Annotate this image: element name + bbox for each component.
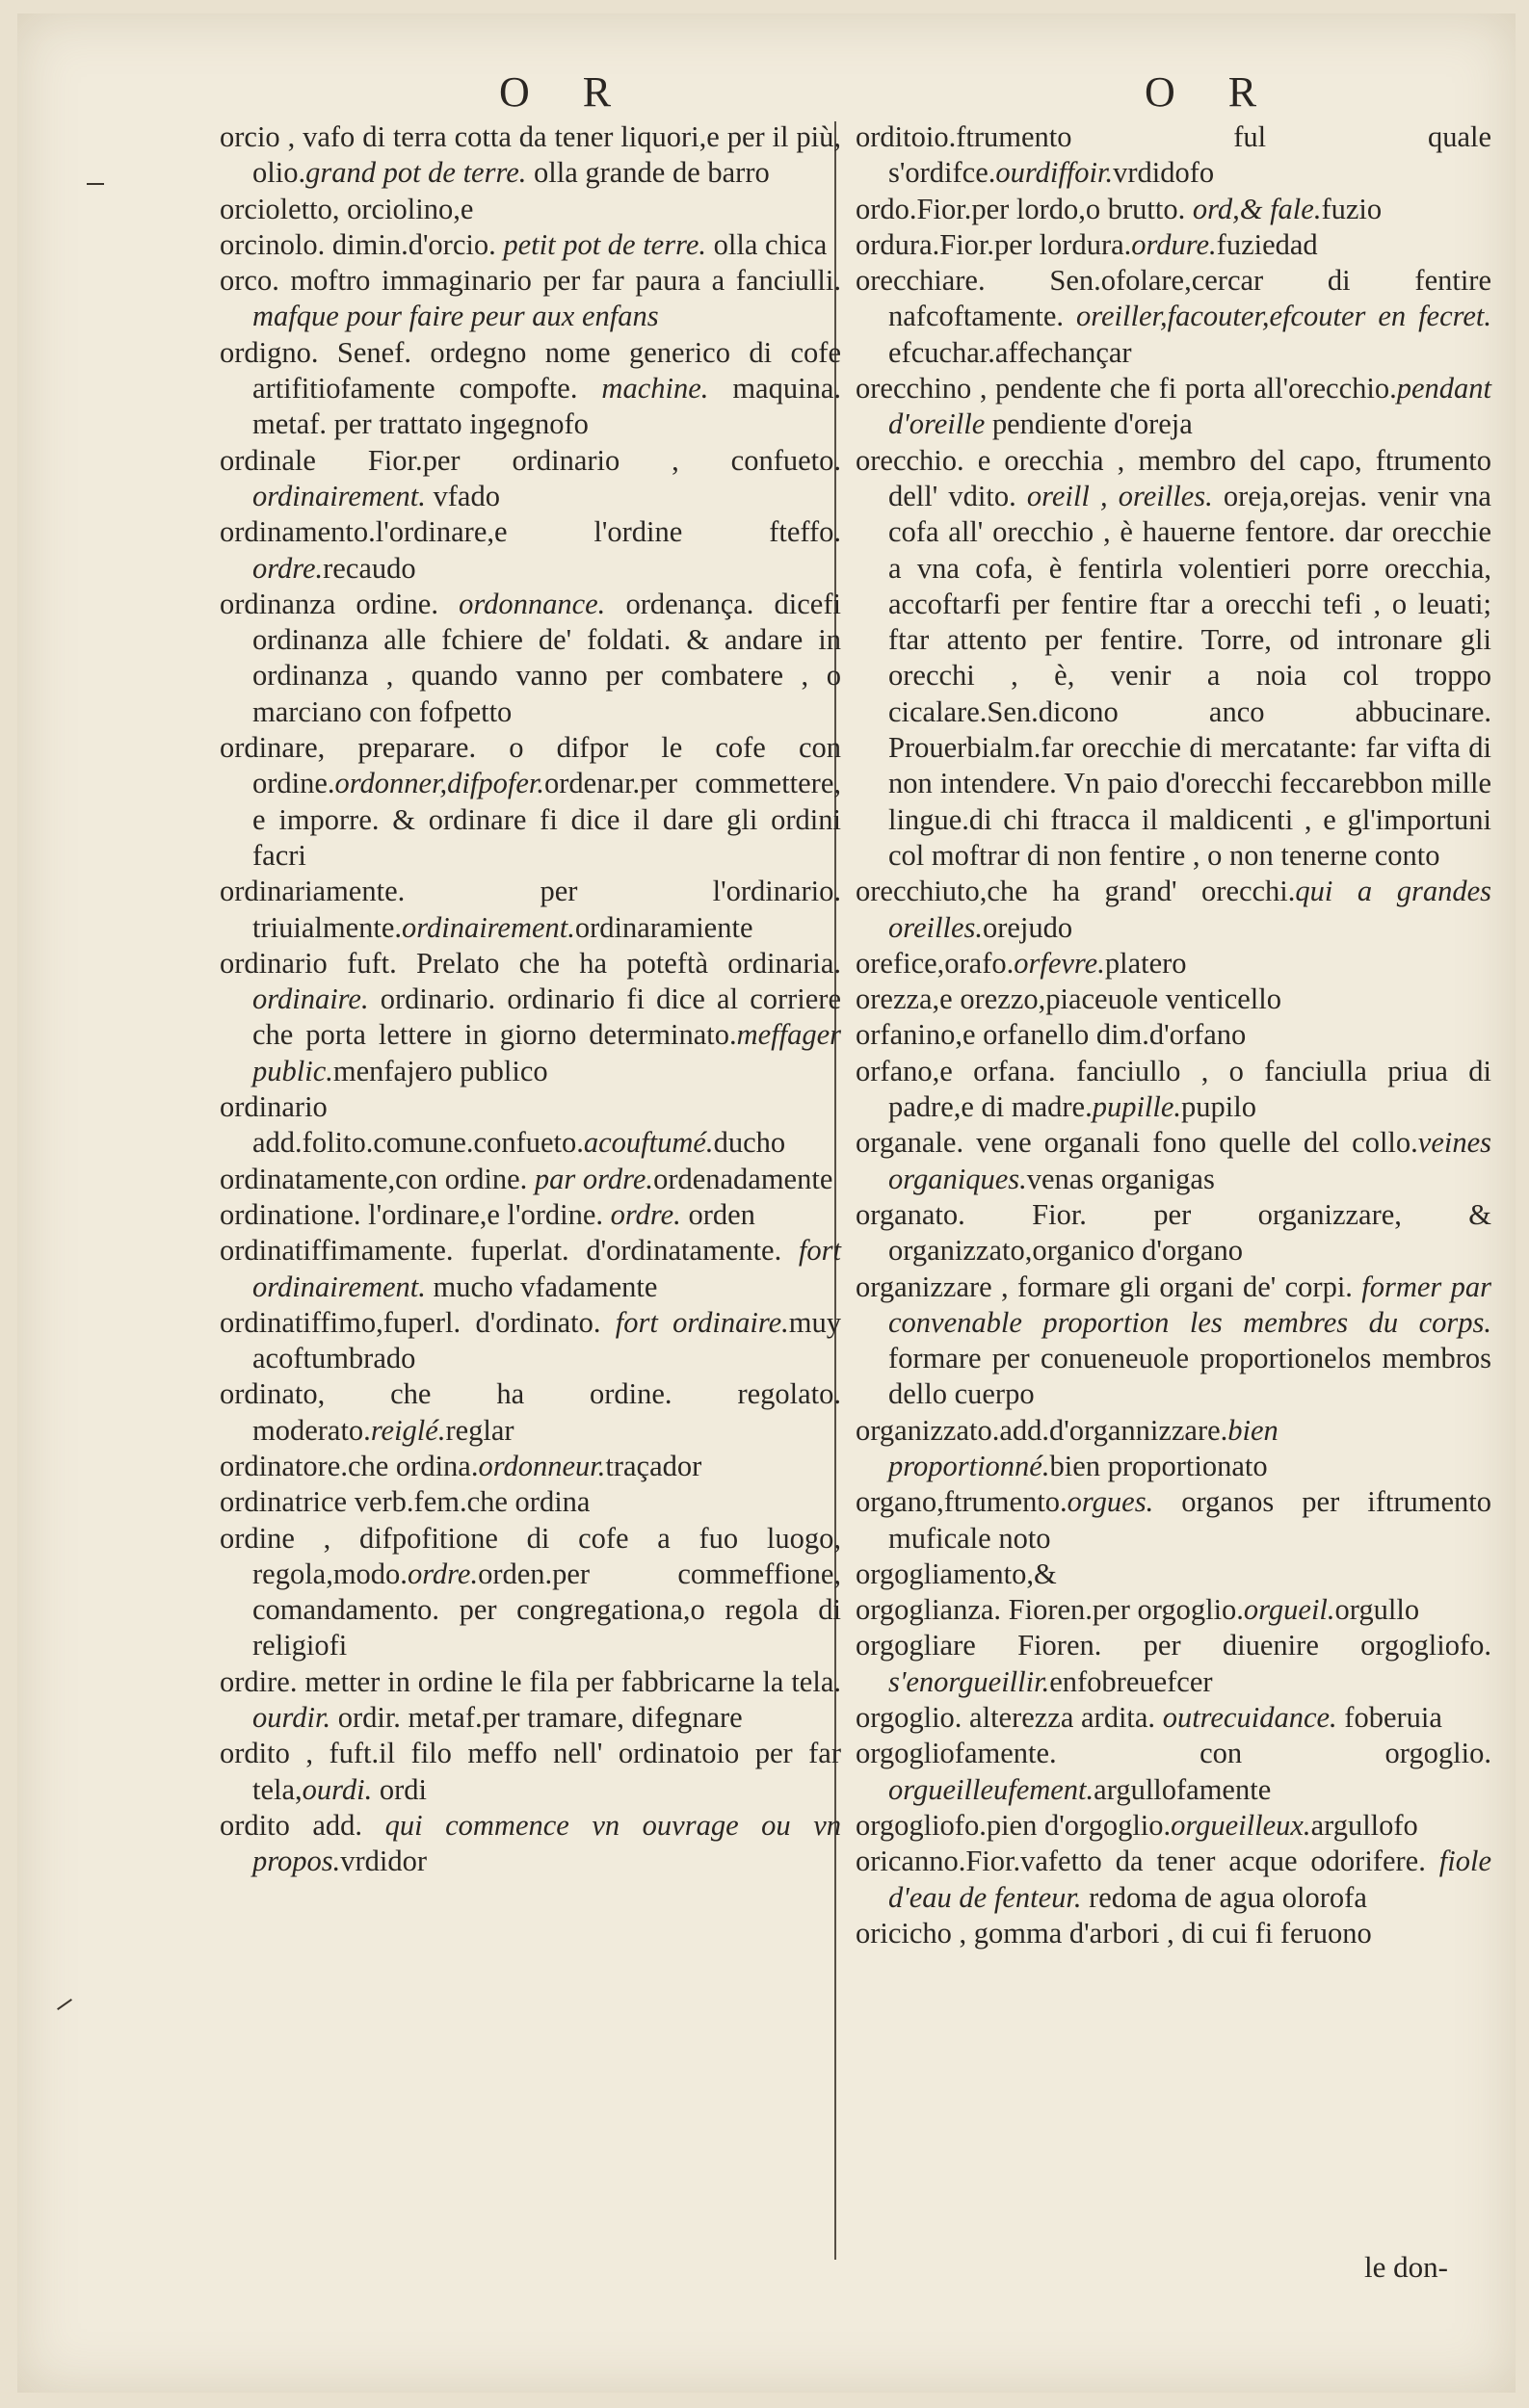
entry-text: fuzio (1321, 192, 1383, 225)
entry-translation: ordinairement. (402, 910, 575, 944)
entry-text: ordinatiffimo,fuperl. d'ordinato. (220, 1305, 616, 1339)
dictionary-entry (220, 1233, 841, 1305)
entry-text: ordito , fuft.il filo meffo nell' ordinatoio per far tela, (220, 1737, 841, 1806)
entry-text: oreja,orejas. venir vna cofa all' orecchio , è hauerne fentore. dar orecchie a vna cofa, è fentirla volentieri porre orecchia, accoftarfi per fentire ftar a orecchi tefi , o leuati; ftar attento per fentire. Torre, od intronare gli orecchi , è, venir a noia col troppo cicalare.Sen.dicono anco abbucinare. Prouerbialm.far orecchie di mercatante: far vifta di non intendere. Vn paio d'orecchi feccarebbon mille lingue.di chi ftracca il maldicenti , e gl'importuni col moftrar di non fentire , o non tenerne conto (888, 479, 1491, 872)
entry-text: orcio , vafo di terra cotta da tener liquori,e per il più, olio. (220, 120, 841, 190)
entry-text: orejudo (982, 910, 1073, 944)
dictionary-entry (856, 1125, 1491, 1197)
dictionary-entry (220, 335, 841, 443)
entry-text: ordinato, che ha ordine. regolato. moderato. (220, 1377, 841, 1447)
dictionary-entry (220, 1521, 841, 1664)
page (17, 13, 1516, 2393)
entry-text: orcinolo. dimin.d'orcio. (220, 227, 504, 261)
entry-text: orecchio. e orecchia , membro del capo, ftrumento dell' vdito. (856, 443, 1491, 512)
entry-text: ordi (372, 1772, 428, 1806)
dictionary-entry (856, 1054, 1491, 1126)
entry-text: organale. vene organali fono quelle del collo. (856, 1126, 1418, 1160)
entry-text: recaudo (323, 551, 416, 585)
entry-text: orgogliare Fioren. per diuenire orgogliofo. (856, 1629, 1491, 1662)
entry-text: ordinaramiente (574, 910, 753, 944)
entry-text: organizzato.add.d'organnizzare. (856, 1413, 1228, 1447)
entry-translation: ordonner,difpofer. (334, 767, 545, 800)
entry-text: ordenadamente (653, 1162, 833, 1195)
entry-text: ordenar.per commettere, e imporre. & ordinare fi dice il dare gli ordini facri (252, 767, 841, 872)
entry-translation: ordinaire. (252, 982, 369, 1016)
entry-text: orecchiuto,che ha grand' orecchi. (856, 875, 1296, 908)
entry-text: orezza,e orezzo,piaceuole venticello (856, 982, 1281, 1016)
entry-text: vrdidor (340, 1845, 428, 1878)
entry-text: orgogliofamente. con orgoglio. (856, 1737, 1491, 1770)
dictionary-entry (220, 1162, 841, 1197)
entry-text: ordine , difpofitione di cofe a fuo luogo, regola,modo. (220, 1521, 841, 1590)
entry-text: pupilo (1181, 1090, 1256, 1124)
left-column (220, 119, 841, 1880)
entry-translation: qui a grandes oreilles. (888, 875, 1491, 944)
dictionary-entry (856, 982, 1491, 1017)
entry-text: olla grande de barro (526, 156, 770, 190)
entry-text: maquina. metaf. per trattato ingegnofo (252, 372, 841, 441)
entry-text: ordito add. (220, 1808, 385, 1842)
entry-text: ordigno. Senef. ordegno nome generico di cofe artifitiofamente compofte. (220, 335, 841, 406)
entry-text: ordinario add.folito.comune.confueto. (220, 1090, 584, 1160)
entry-text: platero (1104, 946, 1187, 980)
dictionary-entry (856, 1592, 1491, 1628)
entry-translation: ordinairement. (252, 479, 426, 512)
entry-text: argullofamente (1094, 1772, 1272, 1806)
entry-text: orfano,e orfana. fanciullo , o fanciulla priua di padre,e di madre. (856, 1054, 1491, 1124)
dictionary-entry (220, 192, 841, 227)
entry-text: ordo.Fior.per lordo,o brutto. (856, 192, 1193, 225)
dictionary-entry (856, 1269, 1491, 1413)
dictionary-entry (220, 514, 841, 587)
dictionary-entry (856, 1557, 1491, 1592)
entry-text: argullofo (1310, 1808, 1418, 1842)
entry-text: foberuia (1336, 1701, 1442, 1735)
entry-translation: reiglé. (370, 1413, 446, 1447)
margin-mark (57, 1999, 72, 2010)
dictionary-entry (856, 1628, 1491, 1700)
entry-text: formare per conueneuole proportionelos membros dello cuerpo (888, 1342, 1491, 1411)
entry-translation: meffager public. (252, 1018, 841, 1087)
entry-translation: ourdir. (252, 1701, 331, 1735)
entry-text: bien proportionato (1049, 1449, 1268, 1482)
dictionary-entry (220, 1089, 841, 1162)
dictionary-entry (220, 1376, 841, 1449)
dictionary-entry (220, 227, 841, 263)
entry-translation: pendant d'oreille (888, 372, 1491, 441)
dictionary-entry (856, 263, 1491, 371)
entry-translation: ourdiffoir. (995, 156, 1114, 190)
entry-text: ordenança. dicefi ordinanza alle fchiere de' foldati. & andare in ordinanza , quando vanno per combatere , o marciano con fofpetto (252, 587, 841, 728)
dictionary-entry (856, 1484, 1491, 1557)
entry-translation: acouftumé. (583, 1126, 714, 1160)
entry-text: ordinatiffimamente. fuperlat. d'ordinatamente. (220, 1234, 799, 1268)
entry-translation: orfevre. (1014, 946, 1105, 980)
entry-translation: petit pot de terre. (503, 227, 706, 261)
entry-text: ordinamento.l'ordinare,e l'ordine fteffo. (220, 515, 841, 549)
dictionary-entry (220, 946, 841, 1089)
entry-text: orden.per commeffione, comandamento. per congregationa,o regola di religiofi (252, 1557, 841, 1662)
entry-text: ducho (713, 1126, 786, 1160)
dictionary-entry (856, 443, 1491, 875)
dictionary-entry (856, 371, 1491, 443)
entry-text: venas organigas (1026, 1162, 1215, 1195)
entry-text: organato. Fior. per organizzare, & organizzato,organico d'organo (856, 1197, 1491, 1268)
entry-translation: fiole d'eau de fenteur. (888, 1845, 1491, 1914)
entry-translation: orgueilleux. (1171, 1808, 1311, 1842)
dictionary-entry (220, 1664, 841, 1737)
entry-text: ordinatore.che ordina. (220, 1449, 479, 1482)
entry-translation: grand pot de terre. (305, 156, 527, 190)
entry-text: traçador (605, 1449, 702, 1482)
dictionary-entry (856, 1736, 1491, 1808)
dictionary-entry (220, 730, 841, 874)
dictionary-entry (856, 119, 1491, 192)
entry-translation: ordre. (610, 1197, 681, 1231)
dictionary-entry (856, 1197, 1491, 1269)
entry-translation: pupille. (1092, 1090, 1182, 1124)
entry-translation: ordure. (1131, 227, 1217, 261)
entry-text: oricanno.Fior.vafetto da tener acque odorifere. (856, 1845, 1439, 1878)
dictionary-entry (220, 1305, 841, 1377)
entry-translation: veines organiques. (888, 1126, 1491, 1195)
entry-text: orcioletto, orciolino,e (220, 192, 474, 225)
entry-text: ordinario fuft. Prelato che ha poteftà ordinaria. (220, 946, 841, 980)
entry-text: orgogliofo.pien d'orgoglio. (856, 1808, 1172, 1842)
entry-translation: s'enorgueillir. (888, 1664, 1050, 1698)
entry-text: oricicho , gomma d'arbori , di cui fi feruono (856, 1916, 1372, 1950)
entry-translation: qui commence vn ouvrage ou vn propos. (252, 1808, 841, 1878)
dictionary-entry (220, 443, 841, 515)
dictionary-entry (220, 587, 841, 730)
entry-text: vrdidofo (1113, 156, 1215, 190)
entry-text: ordinariamente. per l'ordinario. triuialmente. (220, 875, 841, 944)
entry-text: orgoglio. alterezza ardita. (856, 1701, 1163, 1735)
entry-translation: ordre. (252, 551, 324, 585)
entry-text: organos per iftrumento muficale noto (888, 1485, 1491, 1555)
dictionary-entry (856, 1844, 1491, 1916)
entry-text: orgoglianza. Fioren.per orgoglio. (856, 1593, 1244, 1627)
entry-text: muy acoftumbrado (252, 1305, 841, 1375)
catchword: le don- (1364, 2250, 1448, 2284)
entry-text: fuziedad (1216, 227, 1318, 261)
dictionary-entry (220, 119, 841, 192)
entry-text: orecchiare. Sen.ofolare,cercar di fentire nafcoftamente. (856, 264, 1491, 333)
dictionary-entry (856, 874, 1491, 946)
entry-text: orditoio.ftrumento ful quale s'ordifce. (856, 120, 1491, 190)
entry-translation: fort ordinairement. (252, 1234, 841, 1303)
dictionary-entry (856, 192, 1491, 227)
entry-translation: ordonneur. (478, 1449, 606, 1482)
entry-translation: ourdi. (302, 1772, 373, 1806)
entry-text: organizzare , formare gli organi de' corpi. (856, 1269, 1362, 1303)
entry-text: orgogliamento,& (856, 1557, 1057, 1590)
entry-text: reglar (445, 1413, 514, 1447)
dictionary-entry (220, 1449, 841, 1484)
dictionary-entry (220, 1736, 841, 1808)
entry-text: efcuchar.affechançar (888, 335, 1132, 369)
dictionary-entry (856, 1413, 1491, 1485)
entry-translation: mafque pour faire peur aux enfans (252, 300, 659, 333)
entry-text: ordinatrice verb.fem.che ordina (220, 1485, 591, 1519)
dictionary-entry (856, 1017, 1491, 1053)
entry-translation: outrecuidance. (1162, 1701, 1337, 1735)
entry-text: enfobreuefcer (1049, 1664, 1213, 1698)
entry-text: vfado (425, 479, 500, 512)
entry-text: ordura.Fior.per lordura. (856, 227, 1132, 261)
entry-text: olla chica (706, 227, 828, 261)
entry-translation: oreill , oreilles. (1026, 479, 1213, 512)
entry-text: ordinale Fior.per ordinario , confueto. (220, 443, 841, 477)
dictionary-entry (856, 1916, 1491, 1951)
entry-text: ordir. metaf.per tramare, difegnare (330, 1701, 743, 1735)
dictionary-entry (856, 946, 1491, 982)
entry-text: organo,ftrumento. (856, 1485, 1068, 1519)
entry-translation: ordonnance. (459, 587, 606, 620)
entry-translation: machine. (601, 372, 709, 406)
entry-translation: former par convenable proportion les membres du corps. (888, 1269, 1491, 1339)
entry-text: orecchino , pendente che fi porta all'orecchio. (856, 372, 1397, 406)
entry-translation: par ordre. (534, 1162, 654, 1195)
dictionary-entry (856, 1808, 1491, 1844)
dictionary-entry (220, 263, 841, 335)
dictionary-entry (856, 227, 1491, 263)
entry-translation: ordre. (407, 1557, 479, 1590)
entry-text: menfajero publico (332, 1054, 548, 1087)
dictionary-entry (220, 1197, 841, 1233)
entry-text: orfanino,e orfanello dim.d'orfano (856, 1018, 1247, 1052)
entry-translation: orgues. (1067, 1485, 1154, 1519)
entry-translation: fort ordinaire. (615, 1305, 789, 1339)
entry-text: orco. moftro immaginario per far paura a fanciulli. (220, 264, 841, 298)
entry-translation: orgueilleufement. (888, 1772, 1094, 1806)
entry-text: ordinario. ordinario fi dice al corriere che porta lettere in giorno determinato. (252, 982, 841, 1052)
dictionary-entry (220, 1484, 841, 1520)
entry-text: redoma de agua olorofa (1081, 1880, 1367, 1914)
dictionary-entry (220, 1808, 841, 1880)
dictionary-entry (220, 874, 841, 946)
running-header-right: O R (1145, 68, 1279, 116)
dictionary-entry (856, 1700, 1491, 1736)
entry-text: ordinatamente,con ordine. (220, 1162, 535, 1195)
entry-text: orgullo (1334, 1593, 1420, 1627)
entry-translation: ord,& fale. (1192, 192, 1322, 225)
entry-text: ordinatione. l'ordinare,e l'ordine. (220, 1197, 611, 1231)
entry-text: mucho vfadamente (425, 1269, 658, 1303)
entry-text: ordire. metter in ordine le fila per fabbricarne la tela. (220, 1664, 841, 1698)
running-header-left: O R (499, 68, 633, 116)
entry-translation: oreiller,facouter,efcouter en fecret. (1076, 300, 1492, 333)
entry-translation: bien proportionné. (888, 1413, 1279, 1482)
margin-mark (87, 183, 104, 185)
entry-text: ordinare, preparare. o difpor le cofe con ordine. (220, 731, 841, 800)
entry-translation: orgueil. (1243, 1593, 1335, 1627)
entry-text: orefice,orafo. (856, 946, 1015, 980)
entry-text: ordinanza ordine. (220, 587, 460, 620)
entry-text: orden (680, 1197, 755, 1231)
entry-text: pendiente d'oreja (985, 407, 1193, 441)
right-column (856, 119, 1491, 1951)
